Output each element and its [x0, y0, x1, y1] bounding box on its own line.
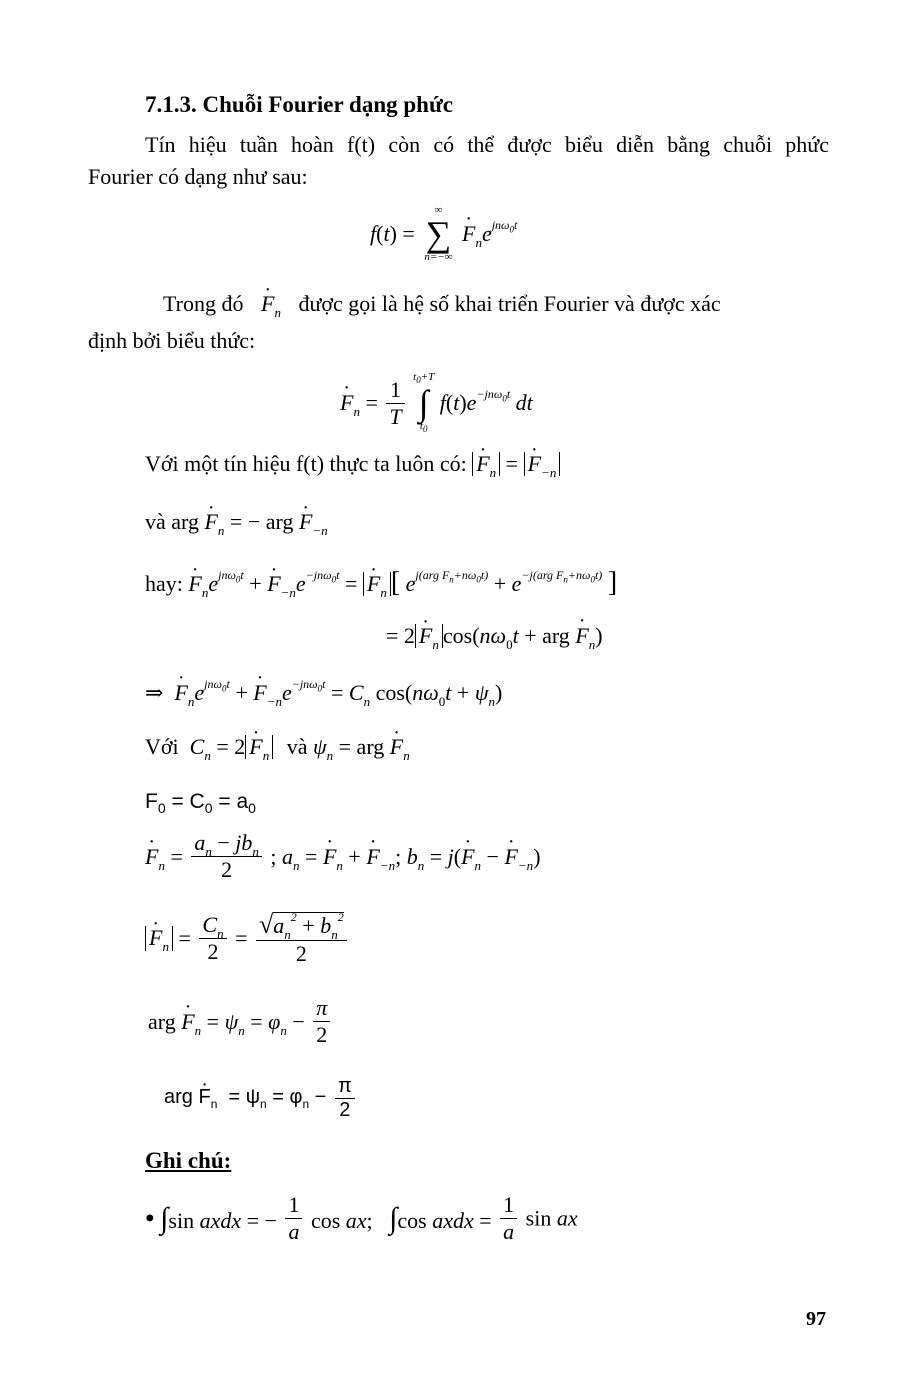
hay-text: hay: — [145, 571, 183, 596]
equation-integral-note: ● ∫sin axdx = − $\frac{1}{a}$ cos ax; ∫cos axdx = $\frac{1}{a}$ sin ax — [145, 1192, 578, 1244]
equation-arg-fn: arg · $F_n = \psi_n = \varphi_n$ − $\frac{\pi}{2}$ — [148, 995, 333, 1048]
equation-arg-fn-alt: arg · $F_n = \psi_n = \varphi_n$ − $\frac{\pi}{2}$ — [164, 1075, 358, 1122]
equation-fn-components: · $F_n$ = $\frac{a_n - jb_n}{2}$ ; $a_n$ = · $F_n$ + · $F_{-n}$; $b_n = j(\cdot F_n$ − · $F_{-n}$) — [145, 830, 541, 883]
page-number: 97 — [806, 1308, 826, 1330]
paragraph-2-line-2: định bởi biểu thức: — [88, 328, 256, 353]
arg-relation-line: và arg · $F_n$ = − arg · $F_{-n}$ — [145, 508, 328, 537]
voi-text: Với — [145, 734, 179, 759]
cn-definition-line: Với $C_n = 2\cdot F_n$ và $\psi_n$ = arg · $F_n$ — [145, 733, 410, 762]
equation-fourier-coefficient: · $F_n$ = $\frac{1}{T}$ $t_0+T$ ∫ $t_0$ $f(t)e^{-jn\omega_0t}$ dt — [340, 372, 533, 434]
paragraph-1-line-2: Fourier có dạng như sau: — [88, 164, 308, 189]
va2-text: và — [286, 734, 308, 759]
paragraph-2-rest: được gọi là hệ số khai triển Fourier và được xác — [298, 291, 721, 316]
paragraph-1-line-1: Tín hiệu tuần hoàn f(t) còn có thể được biểu diễn bằng chuỗi phức — [145, 132, 829, 157]
paragraph-2-prefix: Trong đó — [163, 291, 244, 316]
section-title: 7.1.3. Chuỗi Fourier dạng phức — [145, 92, 453, 117]
f0-line: $F_0 = C_0 = a_0$ — [145, 790, 256, 817]
paragraph-2-line-1: Trong đó · $F_n$ được gọi là hệ số khai triển Fourier và được xác — [163, 290, 721, 319]
equation-fourier-series: f(t) = ∞ ∑ n=−∞ · $F_ne^{jn\omega_0t}$ — [370, 205, 517, 263]
equation-fn-magnitude: · $F_n$ = $\frac{C_n}{2}$ = $\frac{√a_n^2 + b_n^2}{2}$ — [145, 910, 350, 967]
equation-cosine-form: = $2\cdot F_n$ $\cos(n\omega_0t$ + arg · $F_n$) — [386, 623, 603, 649]
real-signal-line: Với một tín hiệu f(t) thực ta luôn có: · $F_n$ = · $F_{-n}$ — [145, 450, 560, 479]
va-text: và — [145, 509, 166, 534]
equation-implies: ⇒ · $F_ne^{jn\omega_0t}$ + · $F_{-n}e^{-jn\omega_0t} = C_n$ $\cos(n\omega_0t + \psi_n)$ — [145, 680, 502, 706]
real-signal-text: Với một tín hiệu f(t) thực ta luôn có: — [145, 451, 467, 476]
note-title: Ghi chú: — [145, 1148, 232, 1173]
hay-line: hay: · $F_ne^{jn\omega_0t}$ + · $F_{-n}e^{-jn\omega_0t}$ = · $F_n$ [ $e^{j(arg F_n+n\omega_0t)} + e^{-j(arg F_n+n\omega_0t)}$ ] — [145, 565, 617, 601]
